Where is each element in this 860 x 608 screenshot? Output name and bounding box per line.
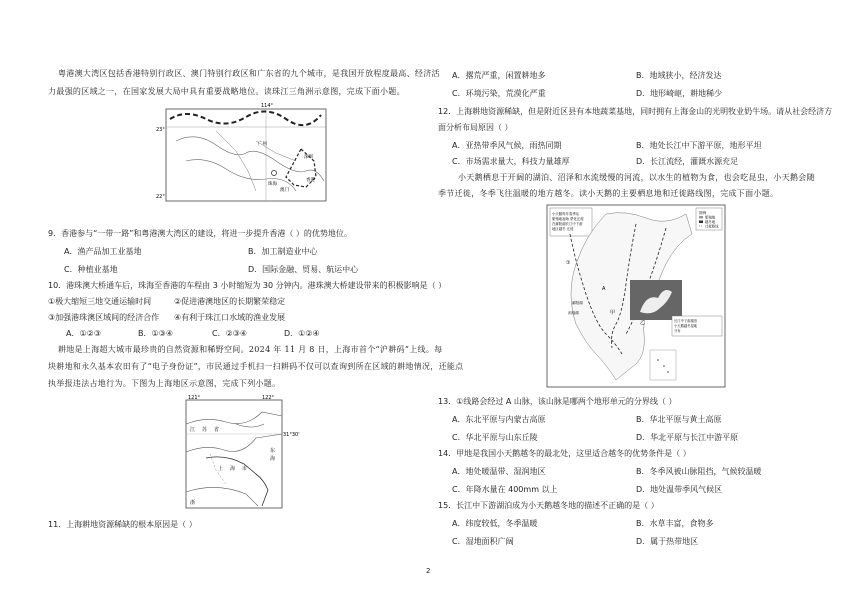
q11-option-d[interactable]: D．地形崎岖，耕地稀少 <box>636 89 723 98</box>
q12-option-c[interactable]: C．市场需求量大，科技力量雄厚 <box>452 157 570 166</box>
pearl-river-delta-map <box>156 101 332 205</box>
q11-stem: 11．上海耕地资源稀缺的根本原因是（ ） <box>48 520 197 529</box>
q14-option-a[interactable]: A．地处暖温带、湿润地区 <box>452 467 546 476</box>
svg-text:31°30': 31°30' <box>283 432 300 438</box>
svg-text:小天鹅每年春季从: 小天鹅每年春季从 <box>552 212 580 216</box>
intro-1-line-2: 力最强的区域之一，在国家发展大局中具有重要战略地位。读珠江三角洲示意图，完成下面小题。 <box>48 87 405 96</box>
intro-3-line-2: 季节迁徙，冬季飞往温暖的地方越冬。读小天鹅的主要栖息地和迁徙路线图，完成下面小题。 <box>438 189 779 198</box>
q15-option-c[interactable]: C．湿地面积广阔 <box>452 537 514 546</box>
q14-stem: 14．甲地是我国小天鹅越冬的最北处，这里适合越冬的优势条件是（ ） <box>438 449 691 458</box>
svg-text:①: ① <box>566 260 571 266</box>
svg-text:A: A <box>602 286 606 292</box>
svg-text:东: 东 <box>270 448 276 454</box>
svg-text:22°: 22° <box>156 194 165 200</box>
svg-text:地区越冬 迁徙: 地区越冬 迁徙 <box>552 227 574 231</box>
intro-1-line-1: 粤港澳大湾区包括香港特别行政区、澳门特别行政区和广东省的九个城市，是我国开放程度最高、经济活 <box>58 69 440 78</box>
shanghai-region-map <box>166 394 326 514</box>
q14-option-b[interactable]: B．冬季风被山脉阻挡，气候较温暖 <box>636 467 762 476</box>
q10-stem: 10．港珠澳大桥通车后，珠海至香港的车程由 3 小时缩短为 30 分钟内。港珠澳大桥建设带来的积极影响是（ ） <box>48 281 447 290</box>
q10-option-d[interactable]: D．①②④ <box>284 329 320 338</box>
svg-text:广州: 广州 <box>258 142 267 147</box>
q9-option-b[interactable]: B．加工制造业中心 <box>248 247 318 256</box>
q13-option-d[interactable]: D．华北平原与长江中游平原 <box>636 433 739 442</box>
svg-text:市: 市 <box>242 466 248 472</box>
q15-option-a[interactable]: A．纬度较低，冬季温暖 <box>452 519 538 528</box>
q13-stem: 13．①线路会经过 A 山脉，该山脉是哪两个地形单元的分界线（ ） <box>438 397 677 406</box>
q14-option-d[interactable]: D．地处温带季风气候区 <box>636 485 723 494</box>
svg-text:省: 省 <box>214 427 220 433</box>
svg-text:在鄱阳湖长江中下游: 在鄱阳湖长江中下游 <box>552 222 583 226</box>
q10-option-c[interactable]: C．②③④ <box>212 329 248 338</box>
svg-text:珠海: 珠海 <box>268 182 277 187</box>
svg-text:繁殖地: 繁殖地 <box>705 215 716 220</box>
svg-text:甲: 甲 <box>610 310 616 316</box>
q15-option-b[interactable]: B．水草丰富，食物多 <box>636 519 714 528</box>
q14-option-c[interactable]: C．年降水量在 400mm 以上 <box>452 485 558 494</box>
q10-option-b[interactable]: B．①③④ <box>138 329 174 338</box>
q9-option-c[interactable]: C．种植业基地 <box>64 265 118 274</box>
svg-text:迁徙路线: 迁徙路线 <box>705 224 719 229</box>
q12-option-d[interactable]: D．长江流经，灌溉水源充足 <box>636 157 739 166</box>
q11-option-c[interactable]: C．环境污染，荒漠化严重 <box>452 89 546 98</box>
q13-option-b[interactable]: B．华北平原与黄土高原 <box>636 415 722 424</box>
svg-text:越冬地: 越冬地 <box>705 220 716 224</box>
svg-text:深圳: 深圳 <box>304 155 313 160</box>
svg-text:121°: 121° <box>188 395 201 401</box>
q11-option-b[interactable]: B．地域狭小，经济发达 <box>636 71 722 80</box>
svg-text:图例: 图例 <box>699 211 707 215</box>
q10-statement-2: ②促进港澳地区的长期繁荣稳定 <box>174 297 286 306</box>
svg-text:海: 海 <box>230 466 236 472</box>
svg-text:122°: 122° <box>262 395 275 401</box>
q13-option-a[interactable]: A．东北平原与内蒙古高原 <box>452 415 546 424</box>
svg-text:上: 上 <box>218 466 224 472</box>
svg-text:114°: 114° <box>261 103 274 109</box>
q9-option-d[interactable]: D．国际金融、贸易、航运中心 <box>248 265 359 274</box>
svg-text:繁殖地起始 蒙化迁徙: 繁殖地起始 蒙化迁徙 <box>552 217 584 221</box>
svg-text:洞庭湖: 洞庭湖 <box>568 311 579 315</box>
svg-text:香港: 香港 <box>306 178 315 183</box>
svg-text:长江中下游湖泊: 长江中下游湖泊 <box>674 319 698 323</box>
q9-stem: 9．香港参与“一带一路”和粤港澳大湾区的建设，将进一步提升香港（ ）的优势地位。 <box>48 229 352 238</box>
svg-text:苏: 苏 <box>202 427 208 433</box>
q10-statement-4: ④有利于珠江口水域的渔业发展 <box>174 313 286 322</box>
q13-option-c[interactable]: C．华北平原与山东丘陵 <box>452 433 538 442</box>
svg-text:江: 江 <box>190 427 196 433</box>
q12-option-b[interactable]: B．地处长江中下游平原，地形平坦 <box>636 141 762 150</box>
page-number: 2 <box>426 567 431 575</box>
intro-3-line-1: 小天鹅栖息于开阔的湖泊、沼泽和水流缓慢的河流，以水生的植物为食，也会吃昆虫，小天鹅会随 <box>458 173 815 182</box>
svg-text:小天鹅越冬湿地: 小天鹅越冬湿地 <box>674 324 698 328</box>
svg-text:海: 海 <box>270 456 276 462</box>
svg-text:乙: 乙 <box>640 320 646 326</box>
svg-text:分布: 分布 <box>674 329 681 333</box>
svg-text:澳门: 澳门 <box>280 188 289 193</box>
q10-statement-3: ③加强港珠澳区域间的经济合作 <box>48 313 160 322</box>
q12-option-a[interactable]: A．亚热带季风气候，雨热同期 <box>452 141 562 150</box>
q10-statement-1: ①极大缩短三地交通运输时间 <box>48 297 152 306</box>
q12-stem-line-2: 面分析布局原因（ ） <box>438 123 513 132</box>
q11-option-a[interactable]: A．撂荒严重，闲置耕地多 <box>452 71 546 80</box>
intro-2-line-3: 执举报违法占地行为。下图为上海地区示意图，完成下列小题。 <box>48 379 281 388</box>
q12-stem-line-1: 12．上海耕地资源稀缺，但是附近区县有本地蔬菜基地，同时拥有上海金山的光明牧业奶牛场。请从社会经济方 <box>438 107 833 116</box>
intro-2-line-2: 块耕地和永久基本农田有了“电子身份证”，市民通过手机扫一扫耕码不仅可以查询到所在区域的耕地情况，还能点 <box>48 362 464 371</box>
q10-option-a[interactable]: A．①②③ <box>66 329 101 338</box>
swan-migration-map <box>546 204 726 388</box>
intro-2-line-1: 耕地是上海超大城市最珍贵的自然资源和稀野空间。2024 年 11 月 8 日，上海市首个“沪耕码”上线。每 <box>58 345 443 354</box>
svg-text:23°: 23° <box>156 127 165 133</box>
q15-stem: 15．长江中下游湖泊成为小天鹅越冬地的描述不正确的是（ ） <box>438 501 659 510</box>
q15-option-d[interactable]: D．属于热带地区 <box>636 537 699 546</box>
svg-text:鄱阳湖: 鄱阳湖 <box>572 301 583 305</box>
svg-text:浙: 浙 <box>190 500 196 506</box>
q9-option-a[interactable]: A．渔产品加工业基地 <box>64 247 142 256</box>
